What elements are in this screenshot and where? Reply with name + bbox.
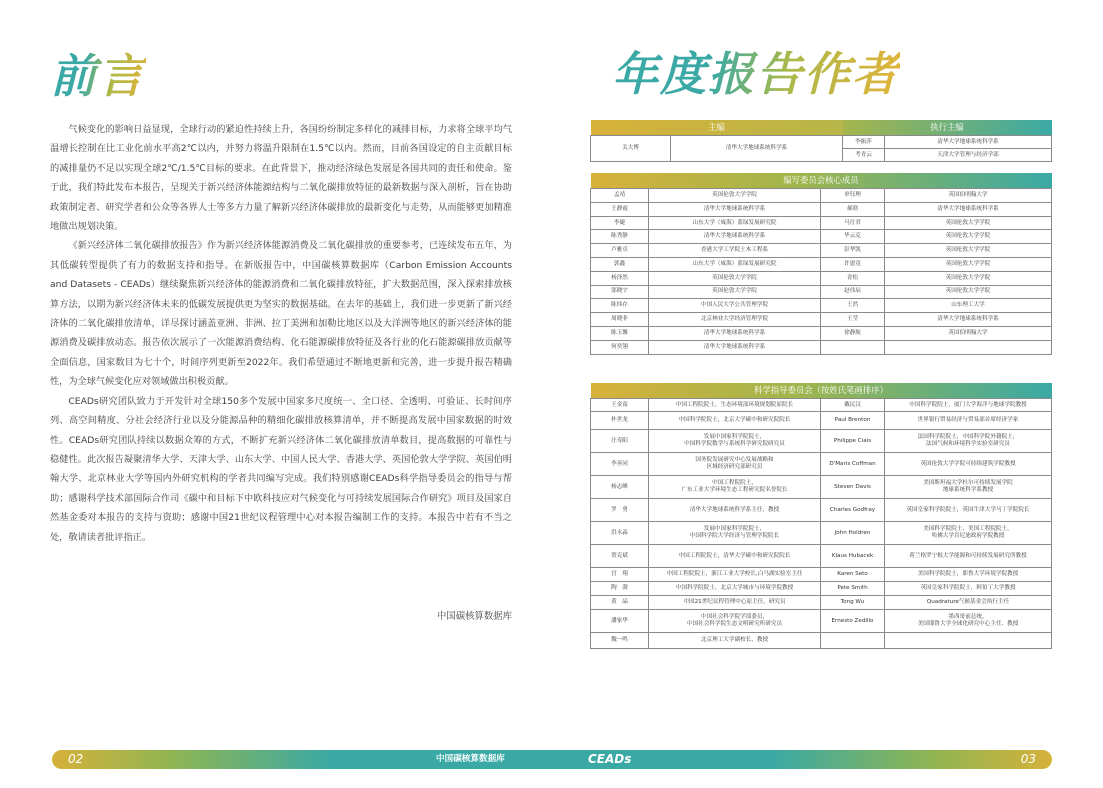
member-affiliation: 英国伦敦大学学院 — [649, 285, 821, 299]
member-affiliation: 英国伦敦大学学院可持续建筑学院教授 — [885, 453, 1052, 476]
member-affiliation: 墨西哥前总统， 美国耶鲁大学全球化研究中心主任、教授 — [885, 610, 1052, 633]
table-row — [591, 299, 1052, 313]
member-affiliation: 中国工程院院士，浙江工业大学校长,白马湖实验室主任 — [649, 568, 821, 582]
member-affiliation: 美国斯坦福大学杜尔可持续发展学院 地球系统科学系教授 — [885, 476, 1052, 499]
table-row — [591, 244, 1052, 258]
member-name: Steven Davis — [821, 476, 885, 499]
table-row — [591, 633, 1052, 649]
table-row — [591, 568, 1052, 582]
member-name: 卢雅卓 — [591, 244, 649, 258]
member-affiliation: 英国伦敦大学学院 — [885, 230, 1052, 244]
member-name: 贺克斌 — [591, 545, 649, 568]
member-affiliation: 山东大学（威海）蓝绿发展研究院 — [649, 216, 821, 230]
member-affiliation: 中国科学院院士，北京大学城市与环境学院教授 — [649, 582, 821, 596]
member-name: 陈炜存 — [591, 299, 649, 313]
member-name: Pete Smith — [821, 582, 885, 596]
member-affiliation: 发展中国家科学院院士， 中国科学院大学经济与管理学院院长 — [649, 522, 821, 545]
table-row — [591, 340, 1052, 354]
exec-editor-name: 考青云 — [843, 149, 885, 162]
member-affiliation: 英国伦敦大学学院 — [649, 189, 821, 203]
member-name: 罗 勇 — [591, 499, 649, 522]
table-row — [591, 202, 1052, 216]
member-name: 潘家华 — [591, 610, 649, 633]
member-affiliation: 清华大学地球系统科学系 — [649, 340, 821, 354]
member-name: 陈秀静 — [591, 230, 649, 244]
member-name: D'Maris Coffman — [821, 453, 885, 476]
member-name — [821, 340, 885, 354]
table-row — [591, 596, 1052, 610]
member-affiliation: 英国伦敦大学学院 — [885, 285, 1052, 299]
preface-paragraph: 《新兴经济体二氧化碳排放报告》作为新兴经济体能源消费及二氧化碳排放的重要参考，已连续发布五年，为其低碳转型提供了有力的数据支持和指导。在新版报告中，中国碳核算数据库（Carbon Emission Accounts and Datasets - CEADs）继续聚焦新兴经济体的能源消费和二氧化碳排放特征，扩大数据范围，深入探索排放核算方法，以期为新兴经济体未来的低碳发展提供更为坚实的数据基础。在去年的基础上，我们进一步更新了新兴经济体的二氧化碳排放清单，详尽探讨涵盖亚洲、非洲、拉丁美洲和加勒比地区以及大洋洲等地区的新兴经济体的能源消费及碳排放动态。报告依次展示了一次能源消费结构、化石能源碳排放特征及各行业的化石能源碳排放贡献等全面信息，国家数目为七十个，时间序列更新至2022年。我们希望通过不断地更新和完善，进一步提升报告精确性，为全球气候变化应对领域做出积极贡献。 — [50, 240, 512, 388]
member-affiliation: 英国伯明翰大学 — [885, 189, 1052, 203]
member-affiliation: Quadrature气候基金会执行主任 — [885, 596, 1052, 610]
member-affiliation — [885, 340, 1052, 354]
member-name: 何奕翎 — [591, 340, 649, 354]
core-members-header: 编写委员会核心成员 — [591, 173, 1052, 189]
page-number-right: 03 — [1020, 752, 1036, 766]
member-name — [821, 633, 885, 649]
member-name: 王金南 — [591, 399, 649, 412]
table-row — [591, 399, 1052, 412]
table-row — [591, 216, 1052, 230]
member-affiliation: 英国伦敦大学学院 — [885, 271, 1052, 285]
member-name: 郝晗 — [821, 202, 885, 216]
member-name: 李婕 — [591, 216, 649, 230]
table-row — [591, 285, 1052, 299]
preface-title: 前言 — [50, 49, 146, 103]
member-affiliation: 中国社会科学院学部委员， 中国社会科学院生态文明研究所研究员 — [649, 610, 821, 633]
member-affiliation: 中国科学院院士，厦门大学海洋与地球学院教授 — [885, 399, 1052, 412]
member-name: 马仕君 — [821, 216, 885, 230]
member-affiliation: 清华大学地球系统科学系 — [649, 202, 821, 216]
member-affiliation: 英国伦敦大学学院 — [649, 271, 821, 285]
member-name: 杨泽然 — [591, 271, 649, 285]
exec-editor-affiliation: 清华大学地球系统科学系 — [885, 136, 1052, 149]
member-name: Ernesto Zedillo — [821, 610, 885, 633]
exec-editor-header: 执行主编 — [843, 120, 1052, 136]
preface-body — [50, 120, 512, 547]
member-affiliation: 清华大学地球系统科学系主任，教授 — [649, 499, 821, 522]
member-affiliation: 清华大学地球系统科学系 — [885, 202, 1052, 216]
science-committee-table — [590, 383, 1052, 649]
member-name: 洪永淼 — [591, 522, 649, 545]
table-row — [591, 412, 1052, 430]
member-affiliation: 中国科学院院士，北京大学碳中和研究院院长 — [649, 412, 821, 430]
table-row — [591, 610, 1052, 633]
member-name: 毕云克 — [821, 230, 885, 244]
member-name: 汪寿阳 — [591, 430, 649, 453]
table-row — [591, 499, 1052, 522]
member-name: 许恩竟 — [821, 257, 885, 271]
footer-bar — [52, 750, 1052, 769]
member-affiliation: 清华大学地球系统科学系 — [649, 326, 821, 340]
exec-editor-name: 李振萍 — [843, 136, 885, 149]
member-name: 戴民汉 — [821, 399, 885, 412]
member-affiliation: 清华大学地球系统科学系 — [649, 230, 821, 244]
table-row — [591, 476, 1052, 499]
exec-editor-affiliation: 天津大学管理与经济学部 — [885, 149, 1052, 162]
member-affiliation: 北京理工大学副校长、教授 — [649, 633, 821, 649]
member-affiliation: 中国工程院院士，清华大学碳中和研究院院长 — [649, 545, 821, 568]
member-name: 杨志峰 — [591, 476, 649, 499]
member-affiliation: 荷兰格罗宁根大学能源和可持续发展研究所教授 — [885, 545, 1052, 568]
editors-table — [590, 120, 1052, 162]
member-name: 王莹 — [821, 313, 885, 327]
member-name: 李善同 — [591, 453, 649, 476]
member-affiliation: 法国科学院院士，中国科学院外籍院士， 法国气候和环境科学实验室研究员 — [885, 430, 1052, 453]
preface-paragraph: CEADs研究团队致力于开发针对全球150多个发展中国家多尺度统一、全口径、全透明、可验证、长时间序列、高空间精度、分社会经济行业以及分能源品种的精细化碳排放核算清单，并不断提高发展中国家数据的时效性。CEADs研究团队持续以数据众筹的方式，不断扩充新兴经济体二氧化碳排放清单数目，提高数据的可靠性与稳健性。此次报告凝聚清华大学、天津大学、山东大学、中国人民大学、香港大学、英国伦敦大学学院、英国伯明翰大学、北京林业大学等国内外研究机构的学者共同编写完成。我们特别感谢CEADs科学指导委员会的指导与帮助；感谢科学技术部国际合作司《碳中和目标下中欧科技应对气候变化与可持续发展国际合作研究》项目及国家自然基金委对本报告的支持与资助；感谢中国21世纪议程管理中心对本报告编制工作的支持。本报告中若有不当之处，敬请读者批评指正。 — [50, 395, 512, 543]
member-name: 郜晓宇 — [591, 285, 649, 299]
chief-editor-header: 主编 — [591, 120, 843, 136]
member-name: Karen Seto — [821, 568, 885, 582]
member-affiliation — [885, 633, 1052, 649]
member-affiliation: 国务院发展研究中心发展战略和 区域经济研究部研究员 — [649, 453, 821, 476]
member-name: 朴世龙 — [591, 412, 649, 430]
member-name: 王然 — [821, 299, 885, 313]
preface-paragraph: 气候变化的影响日益显现，全球行动的紧迫性持续上升，各国纷纷制定多样化的减排目标，力求将全球平均气温增长控制在比工业化前水平高2℃以内，并努力将温升限制在1.5℃以内。然而，目前各国设定的自主贡献目标的减排量仍不足以实现全球2℃/1.5℃目标的要求。在此背景下，推动经济绿色发展是各国共同的责任和使命。鉴于此，我们特此发布本报告，呈现关于新兴经济体能源结构与二氧化碳排放特征的最新数据与深入剖析，旨在协助政策制定者、研究学者和公众等各界人士等多方力量了解新兴经济体碳排放的最新变化与走势，从而能够更加精准地做出规划决策。 — [50, 124, 512, 233]
member-name: 郭鑫 — [591, 257, 649, 271]
table-row — [591, 430, 1052, 453]
member-name: John Holdren — [821, 522, 885, 545]
member-affiliation: 世界银行贸易经济与贸易部首席经济学家 — [885, 412, 1052, 430]
member-name: 孟靖 — [591, 189, 649, 203]
authors-title: 年度报告作者 — [612, 47, 900, 101]
member-name: 单钰理 — [821, 189, 885, 203]
table-row — [591, 313, 1052, 327]
member-name: 宫 翔 — [591, 568, 649, 582]
core-members-table — [590, 173, 1052, 355]
member-name: Paul Brenton — [821, 412, 885, 430]
member-name: 黄 晶 — [591, 596, 649, 610]
table-row — [591, 326, 1052, 340]
member-affiliation: 中国21世纪议程管理中心原主任，研究员 — [649, 596, 821, 610]
member-name: Charles Godfray — [821, 499, 885, 522]
table-row — [591, 582, 1052, 596]
preface-signature: 中国碳核算数据库 — [436, 611, 512, 622]
member-name: Tong Wu — [821, 596, 885, 610]
member-affiliation: 英国伯明翰大学 — [885, 326, 1052, 340]
member-name: 赵伟辰 — [821, 285, 885, 299]
ceads-logo: CEADs — [588, 752, 632, 766]
member-affiliation: 山东理工大学 — [885, 299, 1052, 313]
table-row — [591, 230, 1052, 244]
member-affiliation: 英国伦敦大学学院 — [885, 216, 1052, 230]
member-affiliation: 香港大学工学院土木工程系 — [649, 244, 821, 258]
table-row — [591, 522, 1052, 545]
member-name: 周晓菲 — [591, 313, 649, 327]
chief-editor-affiliation: 清华大学地球系统科学系 — [671, 136, 843, 162]
member-affiliation: 英国皇家科学院院士，英国牛津大学马丁学院院长 — [885, 499, 1052, 522]
member-affiliation: 发展中国家科学院院士， 中国科学院数学与系统科学研究院研究员 — [649, 430, 821, 453]
table-row — [591, 189, 1052, 203]
member-name: Klaus Hubacek — [821, 545, 885, 568]
member-affiliation: 中国工程院院士， 广东工业大学环境生态工程研究院名誉院长 — [649, 476, 821, 499]
member-affiliation: 北京林业大学经济管理学院 — [649, 313, 821, 327]
member-affiliation: 英国皇家科学院院士，阿伯丁大学教授 — [885, 582, 1052, 596]
page-number-left: 02 — [68, 752, 84, 766]
member-affiliation: 英国伦敦大学学院 — [885, 244, 1052, 258]
member-name: 陈玉馨 — [591, 326, 649, 340]
member-name: 陶 澍 — [591, 582, 649, 596]
table-row — [591, 271, 1052, 285]
member-name: 彭华凯 — [821, 244, 885, 258]
member-affiliation: 英国伦敦大学学院 — [885, 257, 1052, 271]
member-affiliation: 美国科学院院士，耶鲁大学环境学院教授 — [885, 568, 1052, 582]
member-affiliation: 美国科学院院士，美国工程院院士， 哈佛大学肯尼迪政府学院教授 — [885, 522, 1052, 545]
table-row — [591, 545, 1052, 568]
table-row — [591, 453, 1052, 476]
science-committee-header: 科学指导委员会（按姓氏笔画排序） — [591, 383, 1052, 399]
member-name: 青松 — [821, 271, 885, 285]
table-row — [591, 257, 1052, 271]
member-name: Philippe Ciais — [821, 430, 885, 453]
chief-editor-name: 关大博 — [591, 136, 671, 162]
member-name: 徐静航 — [821, 326, 885, 340]
member-affiliation: 中国人民大学公共管理学院 — [649, 299, 821, 313]
member-name: 王静霞 — [591, 202, 649, 216]
member-affiliation: 山东大学（威海）蓝绿发展研究院 — [649, 257, 821, 271]
member-name: 魏一鸣 — [591, 633, 649, 649]
footer-database-name: 中国碳核算数据库 — [436, 754, 505, 764]
member-affiliation: 清华大学地球系统科学系 — [885, 313, 1052, 327]
member-affiliation: 中国工程院院士，生态环境部环境规划院原院长 — [649, 399, 821, 412]
